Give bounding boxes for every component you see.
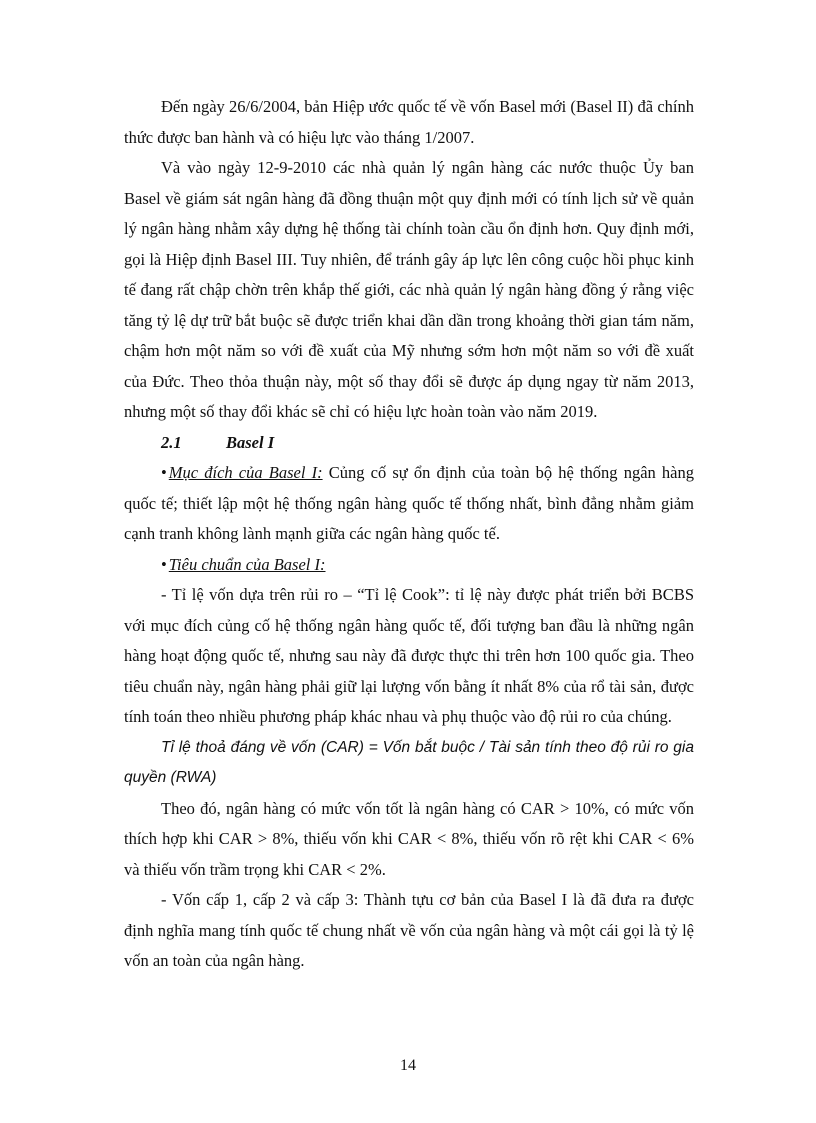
- document-page: [124, 92, 694, 977]
- bullet-icon: •: [161, 554, 167, 574]
- section-number: 2.1: [161, 432, 182, 452]
- paragraph-cook-ratio: - Tỉ lệ vốn dựa trên rủi ro – “Tỉ lệ Cook”: tỉ lệ này được phát triển bởi BCBS với mục đích củng cố hệ thống ngân hàng quốc tế, đối tượng ban đầu là những ngân hàng hoạt động quốc tế, nhưng sau này đã được thực thi trên hơn 100 quốc gia. Theo tiêu chuẩn này, ngân hàng phải giữ lại lượng vốn bằng ít nhất 8% của rổ tài sản, được tính toán theo nhiều phương pháp khác nhau và phụ thuộc vào độ rủi ro của chúng.: [124, 585, 694, 726]
- paragraph-car-levels: Theo đó, ngân hàng có mức vốn tốt là ngân hàng có CAR > 10%, có mức vốn thích hợp khi CAR > 8%, thiếu vốn khi CAR < 8%, thiếu vốn rõ rệt khi CAR < 6% và thiếu vốn trầm trọng khi CAR < 2%.: [124, 798, 694, 879]
- paragraph-basel-iii: Và vào ngày 12-9-2010 các nhà quản lý ngân hàng các nước thuộc Ủy ban Basel về giám sát ngân hàng đã đồng thuận một quy định mới có tính lịch sử về quản lý ngân hàng nhằm xây dựng hệ thống tài chính toàn cầu ổn định hơn. Quy định mới, gọi là Hiệp định Basel III. Tuy nhiên, để tránh gây áp lực lên công cuộc hồi phục kinh tế đang rất chập chờn trên khắp thế giới, các nhà quản lý ngân hàng đồng ý rằng việc tăng tỷ lệ dự trữ bắt buộc sẽ được triển khai dần dần trong khoảng thời gian tám năm, chậm hơn một năm so với đề xuất của Mỹ nhưng sớm hơn một năm so với đề xuất của Đức. Theo thỏa thuận này, một số thay đổi sẽ được áp dụng ngay từ năm 2013, nhưng một số thay đổi khác sẽ chỉ có hiệu lực hoàn toàn vào năm 2019.: [124, 158, 694, 421]
- section-title: Basel I: [226, 432, 275, 452]
- paragraph-capital-tiers: - Vốn cấp 1, cấp 2 và cấp 3: Thành tựu cơ bản của Basel I là đã đưa ra được định nghĩa mang tính quốc tế chung nhất về vốn của ngân hàng và một cái gọi là tỷ lệ vốn an toàn của ngân hàng.: [124, 890, 694, 970]
- standards-label: Tiêu chuẩn của Basel I:: [168, 554, 326, 574]
- car-formula: Tỉ lệ thoả đáng về vốn (CAR) = Vốn bắt buộc / Tài sản tính theo độ rủi ro gia quyền (RWA): [124, 738, 694, 786]
- bullet-standards: [124, 550, 694, 581]
- purpose-text: Củng cố sự ổn định của toàn bộ hệ thống ngân hàng quốc tế; thiết lập một hệ thống ngân hàng quốc tế thống nhất, bình đẳng nhằm giảm cạnh tranh không lành mạnh giữa các ngân hàng quốc tế.: [124, 463, 694, 543]
- purpose-label: Mục đích của Basel I:: [168, 463, 323, 482]
- section-heading: [124, 428, 694, 459]
- page-number: 14: [400, 1057, 416, 1074]
- bullet-purpose: [124, 458, 694, 550]
- bullet-icon: •: [161, 463, 167, 482]
- paragraph-basel-ii: Đến ngày 26/6/2004, bản Hiệp ước quốc tế về vốn Basel mới (Basel II) đã chính thức được ban hành và có hiệu lực vào tháng 1/2007.: [124, 97, 694, 147]
